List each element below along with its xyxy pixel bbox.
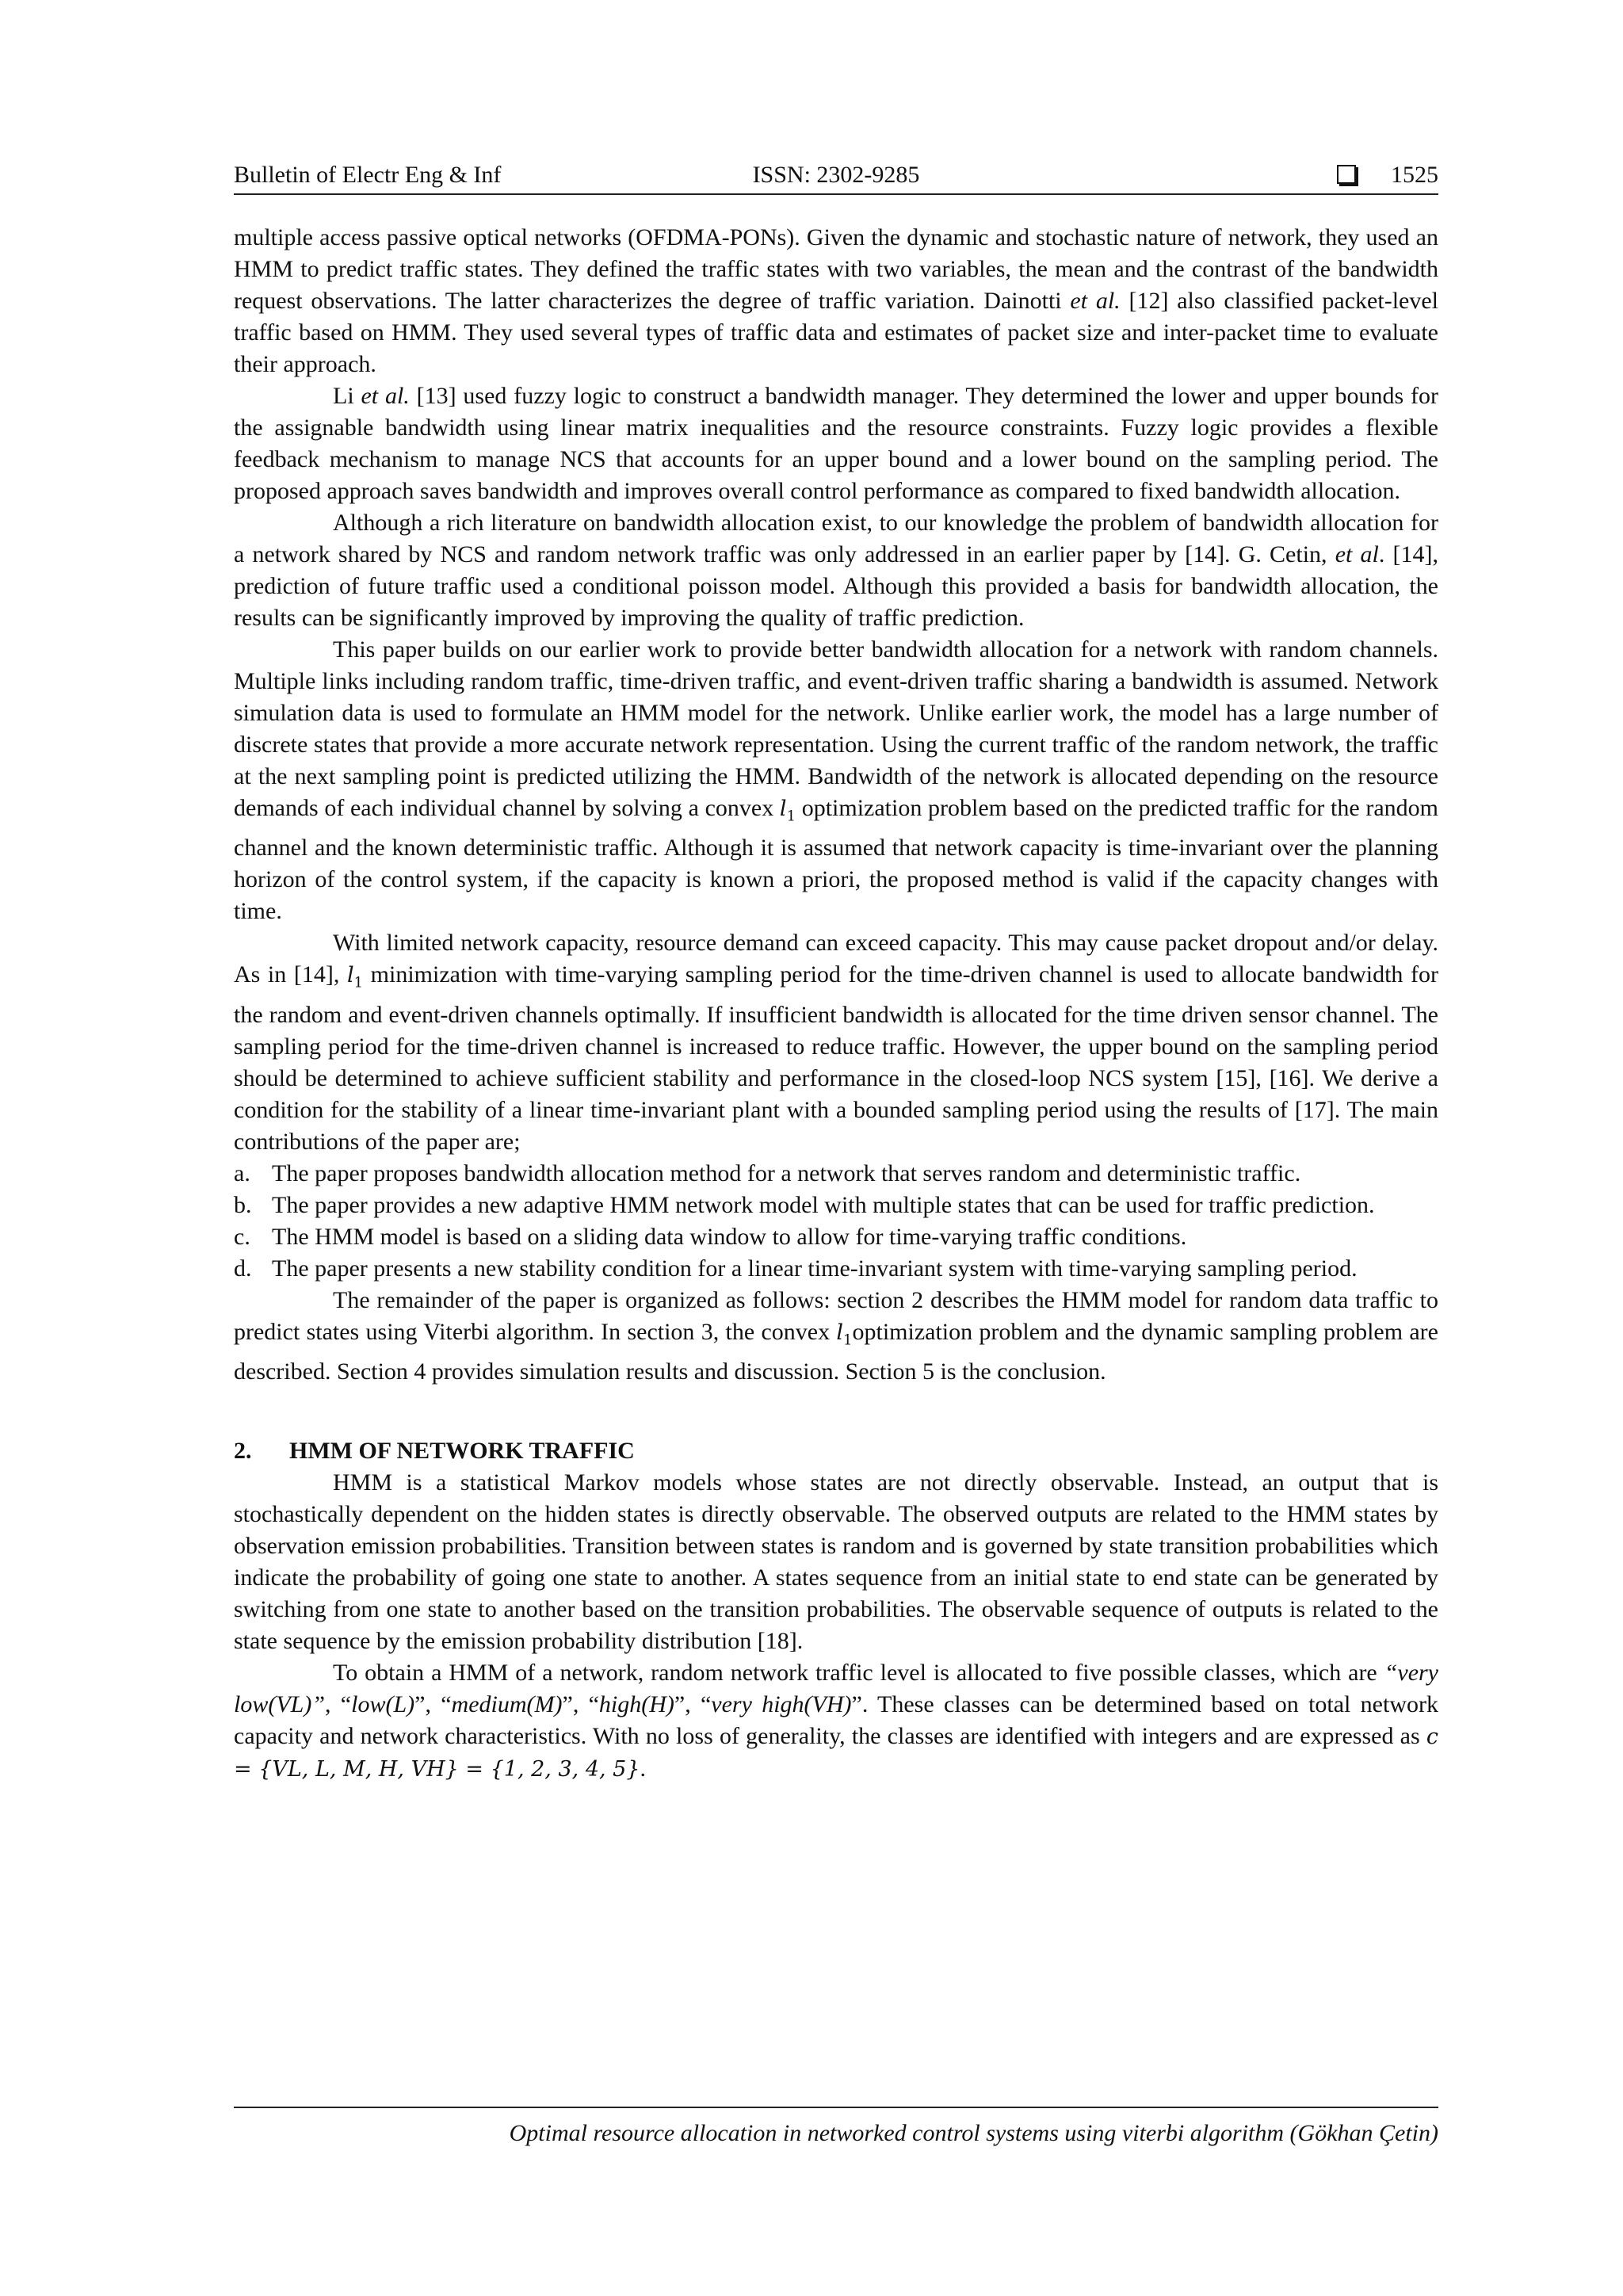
l1-symbol: $l_1$ xyxy=(836,1320,853,1349)
section-heading: 2. HMM OF NETWORK TRAFFIC xyxy=(234,1438,635,1465)
list-item: c. The HMM model is based on a sliding data window to allow for time-varying traffic conditions. xyxy=(234,1223,1187,1250)
footer-rule xyxy=(234,2107,1438,2108)
page-number: 1525 xyxy=(1391,162,1438,188)
paragraph: With limited network capacity, resource demand can exceed capacity. This may cause packet dropout and/or delay. As in [14], $l_1$ minimization with time-varying sampling period for the time-driven channel is used to allocate bandwidth for the random and event-driven channels optimally. If insufficient bandwidth is allocated for the time driven sensor channel. The sampling period for the time-driven channel is increased to reduce traffic. However, the upper bound on the sampling period should be determined to achieve sufficient stability and performance in the closed-loop NCS system [15], [16]. We derive a condition for the stability of a linear time-invariant plant with a bounded sampling period using the results of [17]. The main contributions of the paper are; xyxy=(234,930,1438,1155)
issn: ISSN: 2302-9285 xyxy=(752,162,920,188)
l1-symbol: $l_1$ xyxy=(346,963,364,991)
square-bullet-icon xyxy=(1337,165,1356,184)
l1-symbol: $l_1$ xyxy=(779,797,796,825)
contributions-list xyxy=(234,1158,1438,1285)
paragraph: Li et al. [13] used fuzzy logic to construct a bandwidth manager. They determined the lower and upper bounds for the assignable bandwidth using linear matrix inequalities and the resource constraints. Fuzzy logic provides a flexible feedback mechanism to manage NCS that accounts for an upper bound and a lower bound on the sampling period. The proposed approach saves bandwidth and improves overall control performance as compared to fixed bandwidth allocation. xyxy=(234,383,1438,504)
journal-name: Bulletin of Electr Eng & Inf xyxy=(234,162,502,188)
body-text xyxy=(234,222,1438,1786)
running-footer: Optimal resource allocation in networked control systems using viterbi algorithm (Gökhan Çetin) xyxy=(509,2120,1438,2146)
paragraph: To obtain a HMM of a network, random network traffic level is allocated to five possible classes, which are “very low(VL)”, “low(L)”, “medium(M)”, “high(H)”, “very high(VH)”. These classes can be determined based on total network capacity and network characteristics. With no loss of generality, the classes are identified with integers and are expressed as c = {VL, L, M, H, VH} = {1, 2, 3, 4, 5}. xyxy=(234,1660,1438,1782)
running-header xyxy=(234,157,1438,195)
list-item: d. The paper presents a new stability condition for a linear time-invariant system with time-varying sampling period. xyxy=(234,1255,1358,1282)
class-equation: c = {VL, L, M, H, VH} = {1, 2, 3, 4, 5} xyxy=(234,1725,1438,1782)
list-item: a. The paper proposes bandwidth allocation method for a network that serves random and deterministic traffic. xyxy=(234,1159,1301,1186)
paragraph: HMM is a statistical Markov models whose states are not directly observable. Instead, an output that is stochastically dependent on the hidden states is directly observable. The observed outputs are related to the HMM states by observation emission probabilities. Transition between states is random and is governed by state transition probabilities which indicate the probability of going one state to another. A states sequence from an initial state to end state can be generated by switching from one state to another based on the transition probabilities. The observable sequence of outputs is related to the state sequence by the emission probability distribution [18]. xyxy=(234,1469,1438,1655)
paragraph: This paper builds on our earlier work to provide better bandwidth allocation for a network with random channels. Multiple links including random traffic, time-driven traffic, and event-driven traffic sharing a bandwidth is assumed. Network simulation data is used to formulate an HMM model for the network. Unlike earlier work, the model has a large number of discrete states that provide a more accurate network representation. Using the current traffic of the random network, the traffic at the next sampling point is predicted utilizing the HMM. Bandwidth of the network is allocated depending on the resource demands of each individual channel by solving a convex $l_1$ optimization problem based on the predicted traffic for the random channel and the known deterministic traffic. Although it is assumed that network capacity is time-invariant over the planning horizon of the control system, if the capacity is known a priori, the proposed method is valid if the capacity changes with time. xyxy=(234,636,1438,925)
list-item: b. The paper provides a new adaptive HMM network model with multiple states that can be used for traffic prediction. xyxy=(234,1191,1375,1218)
paragraph: Although a rich literature on bandwidth allocation exist, to our knowledge the problem of bandwidth allocation for a network shared by NCS and random network traffic was only addressed in an earlier paper by [14]. G. Cetin, et al. [14], prediction of future traffic used a conditional poisson model. Although this provided a basis for bandwidth allocation, the results can be significantly improved by improving the quality of traffic prediction. xyxy=(234,510,1438,631)
paragraph: multiple access passive optical networks (OFDMA-PONs). Given the dynamic and stochastic nature of network, they used an HMM to predict traffic states. They defined the traffic states with two variables, the mean and the contrast of the bandwidth request observations. The latter characterizes the degree of traffic variation. Dainotti et al. [12] also classified packet-level traffic based on HMM. They used several types of traffic data and estimates of packet size and inter-packet time to evaluate their approach. xyxy=(234,224,1438,377)
paragraph: The remainder of the paper is organized as follows: section 2 describes the HMM model for random data traffic to predict states using Viterbi algorithm. In section 3, the convex $l_1optimization$ problem and the dynamic sampling problem are described. Section 4 provides simulation results and discussion. Section 5 is the conclusion. xyxy=(234,1286,1438,1385)
